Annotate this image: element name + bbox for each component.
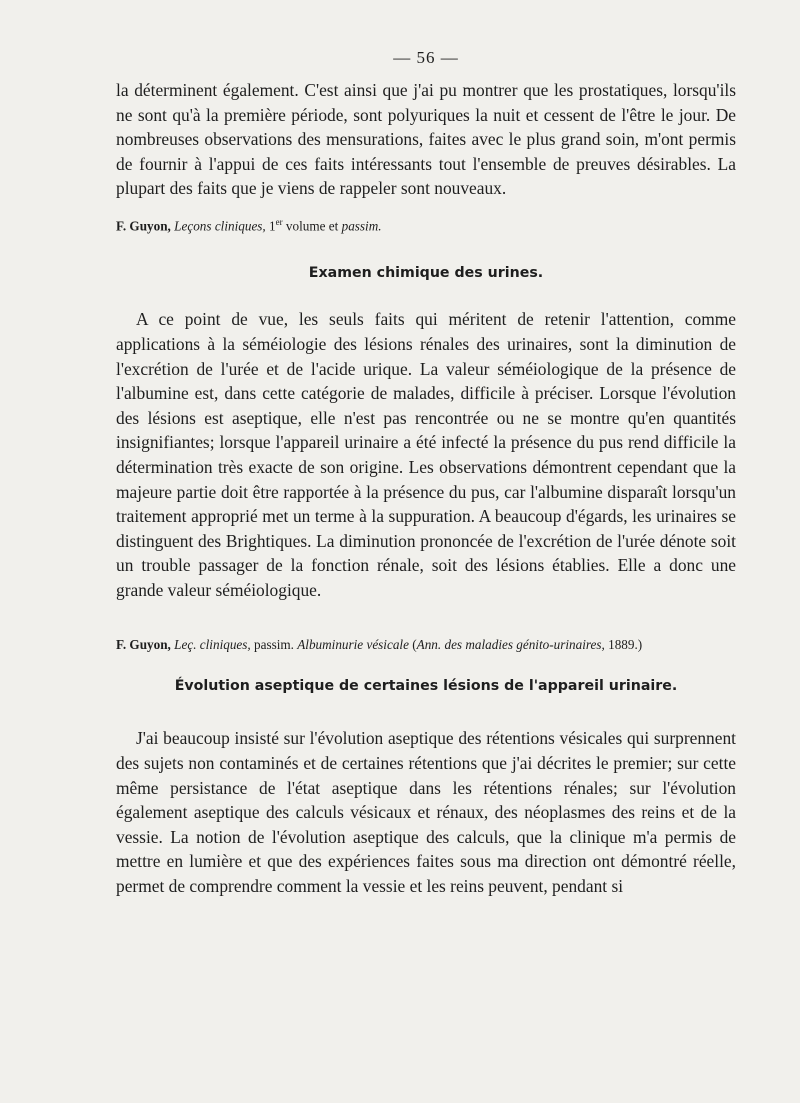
reference-1-volume-text: volume et [285, 218, 339, 234]
section-title-urine-exam: Examen chimique des urines. [308, 265, 544, 282]
paragraph-3 [116, 726, 736, 898]
paragraph-3-text: J'ai beaucoup insisté sur l'évolution aseptique des rétentions vésicales qui surprennent des sujets non contaminés et de certaines rétentions que j'ai décrites le premier; sur cette même persistance de l'état aseptique dans les rétentions rénales; sur l'évolution également aseptique des calculs vésicaux et rénaux, des néoplasmes des reins et de la vessie. La notion de l'évolution aseptique des calculs, que la clinique m'a permis de mettre en lumière et que des expériences faites sous ma direction ont démontré réelle, permet de comprendre comment la vessie et les reins peuvent, pendant si [116, 728, 736, 897]
reference-2-journal: Ann. des maladies génito-urinaires, [416, 637, 605, 653]
reference-2 [116, 636, 736, 654]
reference-2-title: Leç. cliniques, [174, 637, 251, 653]
paragraph-1: la déterminent également. C'est ainsi que j'ai pu montrer que les prostatiques, lorsqu'ils ne sont qu'à la première période, sont polyuriques la nuit et cessent de l'être le jour. De nombreuses observations des mensurations, faites avec le plus grand soin, m'ont permis de fournir à l'appui de ces faits intéressants tout l'ensemble de preuves désirables. La plupart des faits que je viens de rappeler sont nouveaux. [116, 80, 736, 199]
reference-2-year: 1889.) [608, 637, 643, 653]
reference-2-open-paren: ( [412, 637, 417, 653]
reference-2-article: Albuminurie vésicale [297, 637, 409, 653]
reference-1-title: Leçons cliniques, [174, 218, 266, 234]
page [116, 48, 736, 899]
reference-1-volume-sup: er [275, 216, 283, 227]
page-number: — 56 — [393, 48, 459, 67]
reference-1-passim: passim. [341, 218, 382, 234]
paragraph-2 [116, 307, 736, 602]
reference-2-passim: passim. [254, 637, 294, 653]
reference-1-author: F. Guyon, [116, 218, 171, 234]
section-title-aseptic-evolution: Évolution aseptique de certaines lésions de l'appareil urinaire. [174, 678, 678, 695]
reference-2-author: F. Guyon, [116, 637, 171, 653]
paragraph-2-text: A ce point de vue, les seuls faits qui méritent de retenir l'attention, comme applications à la séméiologie des lésions rénales des urinaires, sont la diminution de l'excrétion de l'urée et de l'acide urique. La valeur séméiologique de la présence de l'albumine est, dans cette catégorie de malades, difficile à préciser. Lorsque l'évolution des lésions est aseptique, elle n'est pas rencontrée ou ne se montre qu'en quantités insignifiantes; lorsque l'appareil urinaire a été infecté la présence du pus rend difficile la détermination très exacte de son origine. Les observations démontrent cependant que la majeure partie doit être rapportée à la présence du pus, car l'albumine disparaît lorsqu'un traitement approprié met un terme à la suppuration. A beaucoup d'égards, les urinaires se distinguent des Brightiques. La diminution prononcée de l'excrétion de l'urée dénote soit un trouble passager de la fonction rénale, soit des lésions établies. Elle a donc une grande valeur séméiologique. [116, 309, 736, 600]
reference-1 [116, 213, 736, 235]
reference-1-volume-number: 1 [269, 218, 276, 234]
